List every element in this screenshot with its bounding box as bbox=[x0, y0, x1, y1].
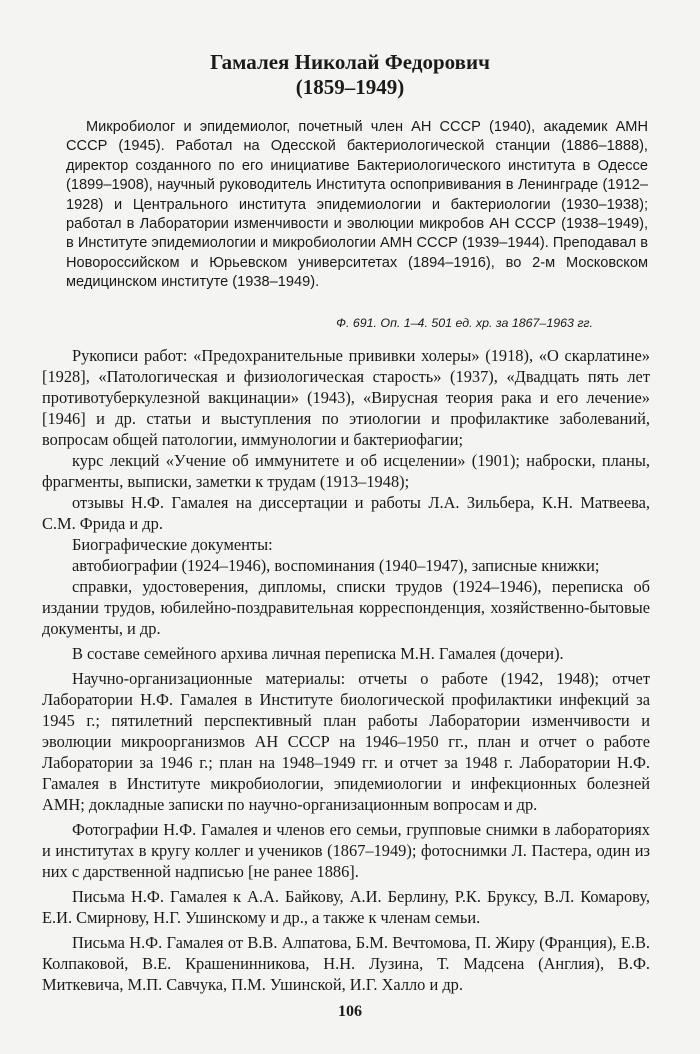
page-number: 106 bbox=[338, 1003, 362, 1020]
fond-contents bbox=[42, 345, 650, 995]
person-name-heading: Гамалея Николай Федорович bbox=[210, 50, 490, 74]
contents-paragraph: Научно-организационные материалы: отчеты о работе (1942, 1948); отчет Лаборатории Н.Ф. Гамалея в Институте биологической профилактики инфекций за 1945 г.; пятилетний перспективный план работы Лаборатории изменчивости и эволюции микроорганизмов АН СССР на 1946–1950 гг., план и отчет о работе Лаборатории за 1946 г.; план на 1948–1949 гг. и отчет за 1948 г. Лаборатории Н.Ф. Гамалея в Институте микробиологии, эпидемиологии и инфекционных болезней АМН; докладные записки по научно-организационным вопросам и др. bbox=[42, 669, 650, 814]
contents-paragraph: справки, удостоверения, дипломы, списки трудов (1924–1946), переписка об издании трудов, юбилейно-поздравительная корреспонденция, хозяйственно-бытовые документы, и др. bbox=[42, 577, 650, 638]
contents-paragraph: автобиографии (1924–1946), воспоминания (1940–1947), записные книжки; bbox=[72, 556, 600, 575]
life-years-heading: (1859–1949) bbox=[295, 75, 405, 99]
contents-paragraph: Рукописи работ: «Предохранительные прививки холеры» (1918), «О скарлатине» [1928], «Патологическая и физиологическая старость» (1937), «Двадцать пять лет противотуберкулезной вакцинации» (1943), «Вирусная теория рака и его лечение» [1946] и др. статьи и выступления по этиологии и профилактике заболеваний, вопросам общей патологии, иммунологии и бактериофагии; bbox=[42, 346, 650, 449]
contents-paragraph: Письма Н.Ф. Гамалея к А.А. Байкову, А.И. Берлину, Р.К. Бруксу, В.Л. Комарову, Е.И. Смирнову, Н.Г. Ушинскому и др., а также к членам семьи. bbox=[42, 887, 650, 927]
contents-paragraph: отзывы Н.Ф. Гамалея на диссертации и работы Л.А. Зильбера, К.Н. Матвеева, С.М. Фрида и др. bbox=[42, 493, 650, 533]
contents-paragraph: курс лекций «Учение об иммунитете и об исцелении» (1901); наброски, планы, фрагменты, выписки, заметки к трудам (1913–1948); bbox=[42, 451, 650, 491]
biography-paragraph bbox=[66, 118, 648, 293]
contents-paragraph: Биографические документы: bbox=[72, 535, 273, 554]
fond-reference: Ф. 691. Оп. 1–4. 501 ед. хр. за 1867–1963 гг. bbox=[336, 316, 593, 330]
biography-text: Микробиолог и эпидемиолог, почетный член АН СССР (1940), академик АМН СССР (1945). Работал на Одесской бактериологической станции (1886–1888), директор созданного по его инициативе Бактериологического института в Одессе (1899–1908), научный руководитель Института оспопрививания в Ленинграде (1912–1928) и Центрального института эпидемиологии и бактериологии (1930–1938); работал в Лаборатории изменчивости и эволюции микробов АН СССР (1938–1949), в Институте эпидемиологии и микробиологии АМН СССР (1939–1944). Преподавал в Новороссийском и Юрьевском университетах (1894–1916), во 2-м Московском медицинском институте (1938–1949). bbox=[66, 119, 648, 291]
contents-paragraph: В составе семейного архива личная переписка М.Н. Гамалея (дочери). bbox=[72, 644, 564, 663]
contents-paragraph: Письма Н.Ф. Гамалея от В.В. Алпатова, Б.М. Вечтомова, П. Жиру (Франция), Е.В. Колпаковой, В.Е. Крашенинникова, Н.Н. Лузина, Т. Мадсена (Англия), В.Ф. Миткевича, М.П. Савчука, П.М. Ушинской, И.Г. Халло и др. bbox=[42, 933, 650, 994]
contents-paragraph: Фотографии Н.Ф. Гамалея и членов его семьи, групповые снимки в лабораториях и институтах в кругу коллег и учеников (1867–1949); фотоснимки Л. Пастера, один из них с дарственной надписью [не ранее 1886]. bbox=[42, 820, 650, 881]
